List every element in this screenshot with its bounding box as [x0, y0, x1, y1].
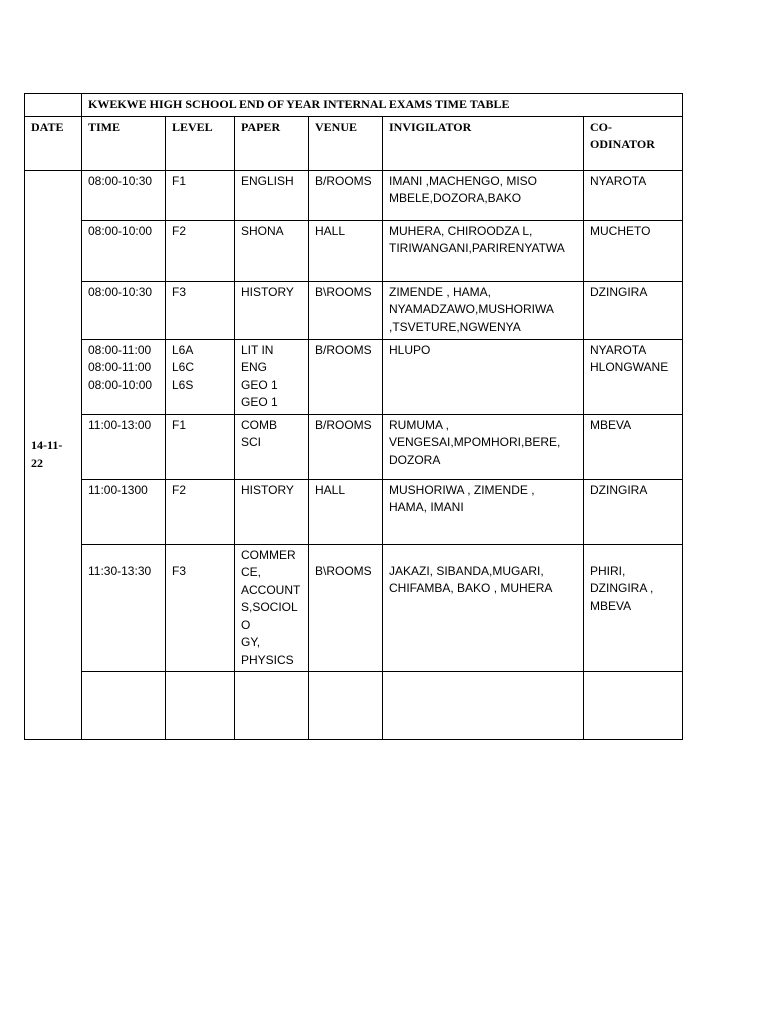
- level-line: L6C: [172, 360, 195, 374]
- title-row: [25, 94, 683, 117]
- time-line: 08:00-11:00: [88, 360, 152, 374]
- cell-level: F1: [166, 170, 235, 220]
- cell-time: 11:30-13:30: [82, 544, 166, 672]
- paper-line: ACCOUNT: [241, 582, 301, 597]
- invigilator-line: DOZORA: [389, 452, 441, 467]
- cell-venue: B/ROOMS: [309, 170, 383, 220]
- header-venue: VENUE: [309, 116, 383, 170]
- empty-cell: [235, 672, 309, 740]
- header-time: TIME: [82, 116, 166, 170]
- cell-venue: HALL: [309, 220, 383, 281]
- paper-line: GEO 1: [241, 395, 278, 409]
- invigilator-line: HAMA, IMANI: [389, 500, 464, 514]
- cell-level: F3: [166, 281, 235, 339]
- table-row: [25, 281, 683, 339]
- coordinator-line: NYAROTA: [590, 342, 647, 357]
- header-invigilator: INVIGILATOR: [383, 116, 584, 170]
- invigilator-line: ZIMENDE , HAMA,: [389, 284, 492, 299]
- paper-line: COMMER: [241, 547, 296, 562]
- coordinator-line: MBEVA: [590, 598, 632, 613]
- cell-time: 11:00-13:00: [82, 414, 166, 479]
- cell-coordinator: MBEVA: [584, 414, 683, 479]
- paper-line: GEO 1: [241, 377, 278, 392]
- empty-cell: [309, 672, 383, 740]
- cell-coordinator: [584, 339, 683, 414]
- invigilator-line: CHIFAMBA, BAKO , MUHERA: [389, 581, 553, 595]
- cell-paper: ENGLISH: [235, 170, 309, 220]
- cell-invigilator: [383, 281, 584, 339]
- cell-venue: B/ROOMS: [309, 339, 383, 414]
- timetable-sheet: [24, 93, 683, 740]
- cell-paper: [235, 414, 309, 479]
- time-line: 08:00-11:00: [88, 342, 152, 357]
- cell-time: 08:00-10:00: [82, 220, 166, 281]
- cell-time: 11:00-1300: [82, 479, 166, 544]
- level-line: L6S: [172, 377, 194, 392]
- cell-level: [166, 339, 235, 414]
- invigilator-line: MUHERA, CHIROODZA L,: [389, 223, 533, 238]
- invigilator-line: NYAMADZAWO,MUSHORIWA: [389, 302, 554, 316]
- table-row: [25, 170, 683, 220]
- invigilator-line: IMANI ,MACHENGO, MISO: [389, 173, 538, 188]
- cell-coordinator: MUCHETO: [584, 220, 683, 281]
- paper-line: CE,: [241, 565, 262, 579]
- table-row: [25, 414, 683, 479]
- empty-cell: [584, 672, 683, 740]
- page-title: KWEKWE HIGH SCHOOL END OF YEAR INTERNAL EXAMS TIME TABLE: [82, 94, 683, 117]
- coordinator-line: DZINGIRA ,: [590, 581, 654, 595]
- cell-paper: [235, 339, 309, 414]
- header-paper: PAPER: [235, 116, 309, 170]
- invigilator-line: RUMUMA ,: [389, 417, 449, 432]
- cell-invigilator: [383, 170, 584, 220]
- cell-time: 08:00-10:30: [82, 170, 166, 220]
- coordinator-line: PHIRI,: [590, 563, 626, 578]
- invigilator-line: ,TSVETURE,NGWENYA: [389, 319, 521, 334]
- cell-paper: SHONA: [235, 220, 309, 281]
- cell-time: 08:00-10:30: [82, 281, 166, 339]
- cell-invigilator: [383, 544, 584, 672]
- cell-coordinator: DZINGIRA: [584, 281, 683, 339]
- invigilator-line: TIRIWANGANI,PARIRENYATWA: [389, 241, 565, 255]
- paper-line: SCI: [241, 435, 262, 449]
- header-date: DATE: [25, 116, 82, 170]
- date-line1: 14-11-: [31, 438, 63, 453]
- level-line: L6A: [172, 342, 194, 357]
- header-coordinator: [584, 116, 683, 170]
- header-coordinator-line2: ODINATOR: [590, 137, 655, 151]
- paper-line: GY,: [241, 635, 261, 649]
- date-cell: [25, 170, 82, 740]
- table-row: [25, 339, 683, 414]
- paper-line: S,SOCIOLO: [241, 600, 298, 632]
- header-level: LEVEL: [166, 116, 235, 170]
- empty-cell: [383, 672, 584, 740]
- cell-venue: B/ROOMS: [309, 414, 383, 479]
- cell-level: F3: [166, 544, 235, 672]
- cell-paper: HISTORY: [235, 479, 309, 544]
- cell-invigilator: [383, 414, 584, 479]
- cell-level: F2: [166, 220, 235, 281]
- cell-invigilator: HLUPO: [383, 339, 584, 414]
- cell-paper: [235, 544, 309, 672]
- cell-level: F1: [166, 414, 235, 479]
- empty-row: [25, 672, 683, 740]
- cell-venue: B\ROOMS: [309, 544, 383, 672]
- cell-paper: HISTORY: [235, 281, 309, 339]
- cell-time: [82, 339, 166, 414]
- header-coordinator-line1: CO-: [590, 119, 612, 134]
- invigilator-line: JAKAZI, SIBANDA,MUGARI,: [389, 563, 544, 578]
- paper-line: PHYSICS: [241, 652, 294, 667]
- empty-cell: [166, 672, 235, 740]
- cell-invigilator: [383, 479, 584, 544]
- table-row: [25, 220, 683, 281]
- title-corner-cell: [25, 94, 82, 117]
- empty-cell: [82, 672, 166, 740]
- cell-coordinator: DZINGIRA: [584, 479, 683, 544]
- paper-line: COMB: [241, 417, 277, 432]
- cell-coordinator: NYAROTA: [584, 170, 683, 220]
- invigilator-line: MUSHORIWA , ZIMENDE ,: [389, 482, 535, 497]
- exam-timetable: [24, 93, 683, 740]
- time-line: 08:00-10:00: [88, 377, 153, 392]
- cell-venue: B\ROOMS: [309, 281, 383, 339]
- table-row: [25, 544, 683, 672]
- table-row: [25, 479, 683, 544]
- invigilator-line: VENGESAI,MPOMHORI,BERE,: [389, 435, 561, 449]
- header-row: [25, 116, 683, 170]
- paper-line: LIT IN ENG: [241, 342, 274, 374]
- cell-invigilator: [383, 220, 584, 281]
- date-line2: 22: [31, 455, 43, 470]
- cell-venue: HALL: [309, 479, 383, 544]
- cell-level: F2: [166, 479, 235, 544]
- invigilator-line: MBELE,DOZORA,BAKO: [389, 191, 522, 205]
- coordinator-line: HLONGWANE: [590, 360, 669, 374]
- cell-coordinator: [584, 544, 683, 672]
